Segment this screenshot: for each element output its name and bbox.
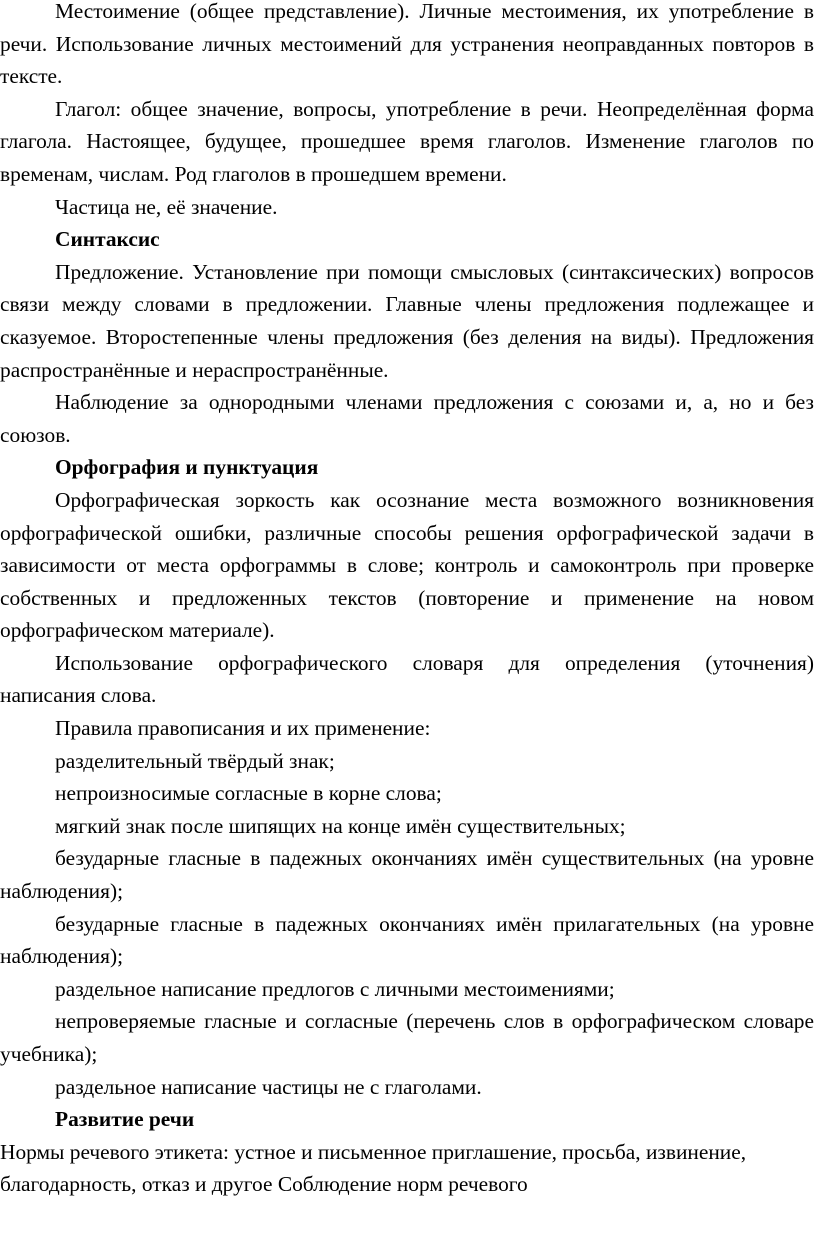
heading-syntax: Синтаксис: [55, 227, 160, 252]
paragraph-rules-intro: Правила правописания и их применение:: [55, 716, 431, 741]
heading-orthography: Орфография и пунктуация: [55, 455, 319, 480]
rule-item: безударные гласные в падежных окончаниях имён прилагательных (на уровне наблюдения);: [0, 911, 814, 969]
rule-item: разделительный твёрдый знак;: [55, 748, 335, 773]
paragraph-speech-etiquette: Нормы речевого этикета: устное и письменное приглашение, просьба, извинение, благодарность, отказ и другое Соблюдение норм речевого: [0, 1139, 747, 1197]
paragraph-particle: Частица не, её значение.: [55, 194, 278, 219]
paragraph-pronoun: Местоимение (общее представление). Личные местоимения, их употребление в речи. Использование личных местоимений для устранения неоправданных повторов в тексте.: [0, 0, 814, 89]
rule-item: безударные гласные в падежных окончаниях имён существительных (на уровне наблюдения);: [0, 846, 814, 904]
paragraph-dictionary-use: Использование орфографического словаря для определения (уточнения) написания слова.: [0, 650, 814, 708]
paragraph-sentence: Предложение. Установление при помощи смысловых (синтаксических) вопросов связи между словами в предложении. Главные члены предложения подлежащее и сказуемое. Второстепенные члены предложения (без деления на виды). Предложения распространённые и нераспространённые.: [0, 259, 814, 382]
paragraph-orthographic-vigilance: Орфографическая зоркость как осознание места возможного возникновения орфографической ошибки, различные способы решения орфографической задачи в зависимости от места орфограммы в слове; контроль и самоконтроль при проверке собственных и предложенных текстов (повторение и применение на новом орфографическом материале).: [0, 487, 814, 643]
rule-item: непроверяемые гласные и согласные (перечень слов в орфографическом словаре учебника);: [0, 1009, 814, 1066]
rule-item: раздельное написание частицы не с глаголами.: [55, 1074, 482, 1099]
rule-item: мягкий знак после шипящих на конце имён существительных;: [55, 813, 626, 838]
heading-speech-development: Развитие речи: [55, 1107, 195, 1132]
rule-item: раздельное написание предлогов с личными местоимениями;: [55, 976, 615, 1001]
paragraph-verb: Глагол: общее значение, вопросы, употребление в речи. Неопределённая форма глагола. Настоящее, будущее, прошедшее время глаголов. Изменение глаголов по временам, числам. Род глаголов в прошедшем времени.: [0, 96, 814, 186]
paragraph-homogeneous-members: Наблюдение за однородными членами предложения с союзами и, а, но и без союзов.: [0, 390, 814, 447]
rule-item: непроизносимые согласные в корне слова;: [55, 781, 442, 806]
